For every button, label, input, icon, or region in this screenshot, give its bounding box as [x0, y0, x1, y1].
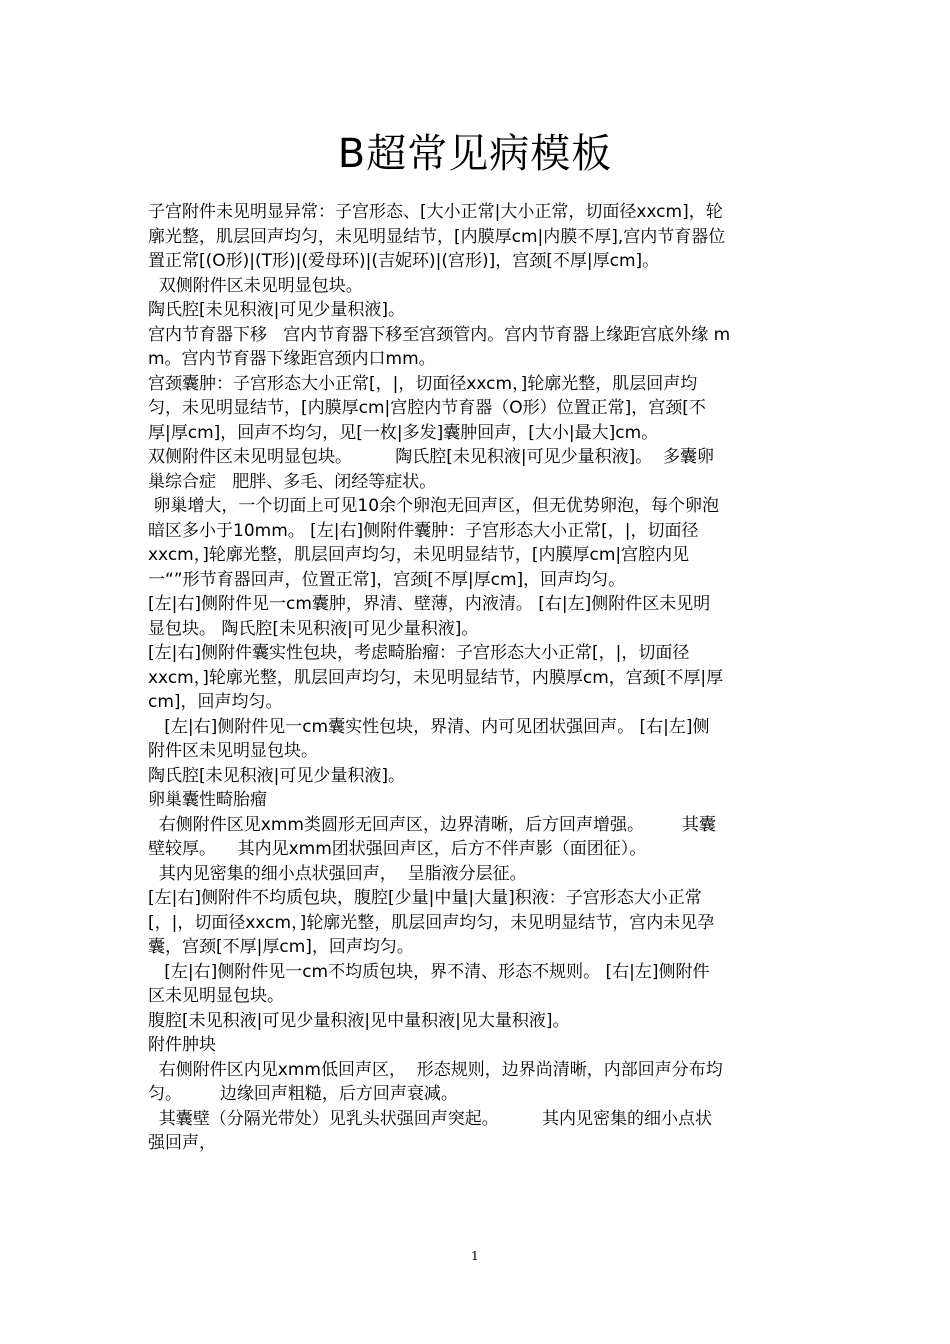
text-line: 附件肿块: [148, 1035, 216, 1055]
page-number: 1: [471, 1249, 479, 1263]
document-body: [148, 200, 804, 1156]
text-line: m。宫内节育器下缘距宫颈内口mm。: [148, 349, 436, 369]
text-line: 匀，未见明显结节，[内膜厚cm|宫腔内节育器（O形）位置正常]，宫颈[不: [148, 398, 706, 418]
text-line: 子宫附件未见明显异常：子宫形态、[大小正常|大小正常，切面径xxcm]，轮: [148, 202, 723, 222]
document-title: B超常见病模板: [337, 131, 613, 177]
text-line: 其内见密集的细小点状强回声， 呈脂液分层征。: [148, 863, 527, 884]
text-line: 腹腔[未见积液|可见少量积液|见中量积液|见大量积液]。: [148, 1010, 570, 1031]
text-line: [左|右]侧附件见一cm囊肿，界清、壁薄，内液清。 [右|左]侧附件区未见明: [148, 594, 711, 614]
text-line: 强回声，: [148, 1133, 216, 1153]
text-line: 显包块。 陶氏腔[未见积液|可见少量积液]。: [148, 618, 479, 639]
text-line: 区未见明显包块。: [148, 986, 284, 1006]
text-line: 宫颈囊肿：子宫形态大小正常[，|，切面径xxcm，]轮廓光整，肌层回声均: [148, 373, 698, 394]
text-line: 双侧附件区未见明显包块。: [148, 275, 363, 296]
text-line: 厚|厚cm]，回声不均匀，见[一枚|多发]囊肿回声，[大小|最大]cm。: [148, 422, 659, 443]
text-line: 其囊壁（分隔光带处）见乳头状强回声突起。 其内见密集的细小点状: [148, 1108, 713, 1129]
text-line: 右侧附件区内见xmm低回声区， 形态规则，边界尚清晰，内部回声分布均: [148, 1059, 723, 1080]
text-line: 一“”形节育器回声，位置正常]，宫颈[不厚|厚cm]，回声均匀。: [148, 569, 626, 590]
text-line: 陶氏腔[未见积液|可见少量积液]。: [148, 765, 405, 786]
text-line: 置正常[(O形)|(T形)|(爱母环)|(吉妮环)|(宫形)]，宫颈[不厚|厚cm]。: [148, 251, 660, 271]
text-line: 匀。 边缘回声粗糙，后方回声衰减。: [148, 1084, 458, 1104]
text-line: [左|右]侧附件见一cm囊实性包块，界清、内可见团状强回声。 [右|左]侧: [148, 716, 710, 737]
text-line: 卵巢囊性畸胎瘤: [148, 790, 267, 810]
text-line: 右侧附件区见xmm类圆形无回声区，边界清晰，后方回声增强。 其囊: [148, 814, 716, 835]
text-line: cm]，回声均匀。: [148, 692, 283, 712]
text-line: 廓光整，肌层回声均匀，未见明显结节，[内膜厚cm|内膜不厚],宫内节育器位: [148, 226, 726, 247]
text-line: 卵巢增大，一个切面上可见10余个卵泡无回声区，但无优势卵泡，每个卵泡: [148, 496, 720, 516]
text-line: 囊，宫颈[不厚|厚cm]，回声均匀。: [148, 937, 414, 957]
text-line: 附件区未见明显包块。: [148, 741, 318, 761]
text-line: 壁较厚。 其内见xmm团状强回声区，后方不伴声影（面团征）。: [148, 839, 647, 859]
text-line: [左|右]侧附件见一cm不均质包块，界不清、形态不规则。 [右|左]侧附件: [148, 961, 710, 982]
text-line: 暗区多小于10mm。 [左|右]侧附件囊肿：子宫形态大小正常[，|，切面径: [148, 520, 699, 541]
text-line: 双侧附件区未见明显包块。 陶氏腔[未见积液|可见少量积液]。 多囊卵: [148, 447, 715, 467]
text-line: xxcm，]轮廓光整，肌层回声均匀，未见明显结节，内膜厚cm，宫颈[不厚|厚: [148, 667, 724, 688]
text-line: xxcm，]轮廓光整，肌层回声均匀，未见明显结节，[内膜厚cm|宫腔内见: [148, 545, 690, 565]
text-line: 巢综合症 肥胖、多毛、闭经等症状。: [148, 471, 437, 492]
text-line: [，|，切面径xxcm，]轮廓光整，肌层回声均匀，未见明显结节，宫内未见孕: [148, 912, 715, 933]
text-line: [左|右]侧附件囊实性包块，考虑畸胎瘤：子宫形态大小正常[，|，切面径: [148, 643, 690, 663]
text-line: 宫内节育器下移 宫内节育器下移至宫颈管内。宫内节育器上缘距宫底外缘 m: [148, 324, 731, 345]
text-line: 陶氏腔[未见积液|可见少量积液]。: [148, 300, 405, 320]
text-line: [左|右]侧附件不均质包块，腹腔[少量|中量|大量]积液：子宫形态大小正常: [148, 888, 702, 908]
